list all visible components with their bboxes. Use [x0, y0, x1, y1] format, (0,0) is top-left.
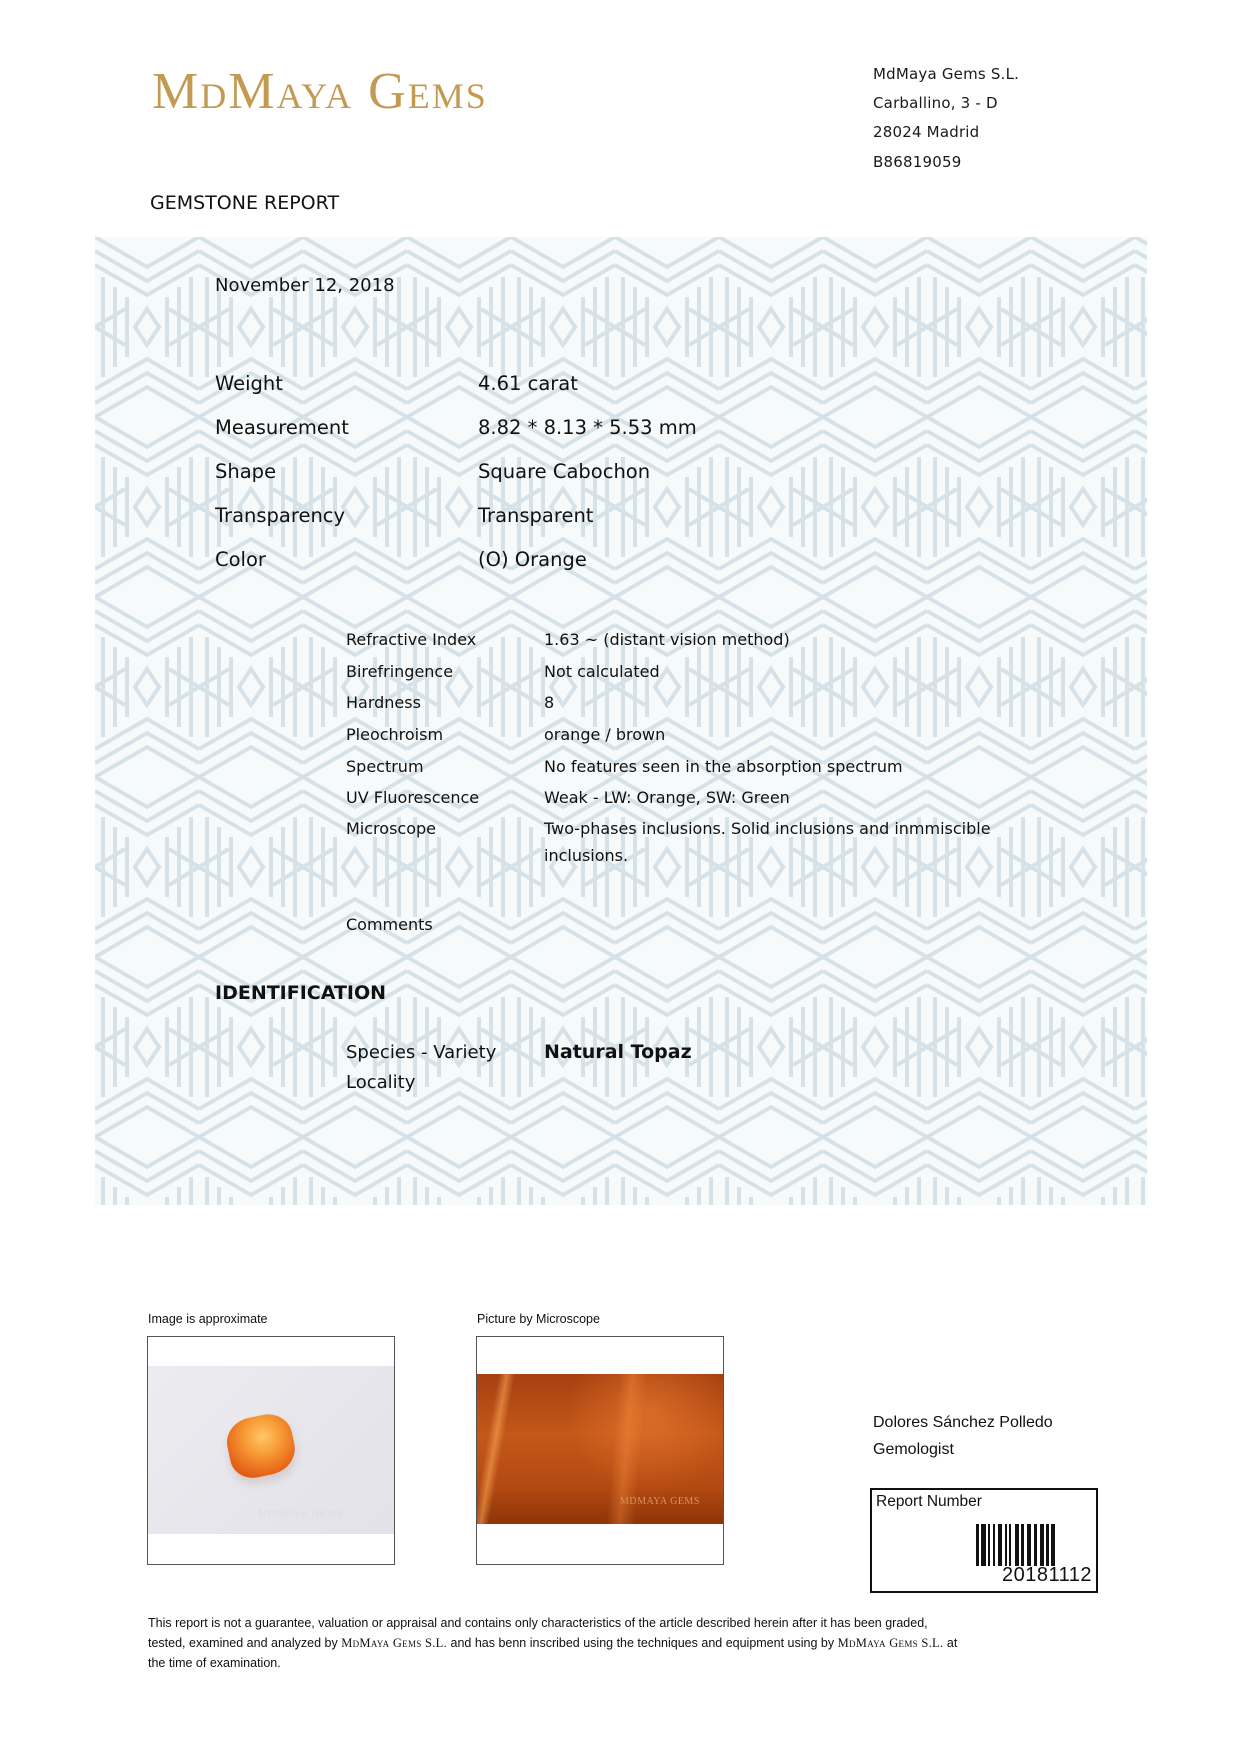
measurement-value: 8.82 * 8.13 * 5.53 mm [478, 416, 697, 439]
report-number-label: Report Number [876, 1493, 982, 1510]
microscope-label: Microscope [346, 819, 436, 838]
comments-label: Comments [346, 915, 433, 934]
disclaimer-line-3: the time of examination. [148, 1656, 281, 1670]
address-company: MdMaya Gems S.L. [873, 65, 1020, 83]
refractive-index-label: Refractive Index [346, 630, 477, 649]
pleochroism-label: Pleochroism [346, 725, 444, 744]
microscope-watermark: MDMAYA GEMS [620, 1496, 700, 1507]
gemstone-photo-frame [147, 1336, 395, 1565]
report-title: GEMSTONE REPORT [150, 192, 340, 214]
address-street: Carballino, 3 - D [873, 94, 998, 112]
barcode-icon [976, 1524, 1055, 1566]
gemologist-title: Gemologist [873, 1441, 954, 1458]
species-variety-label: Species - Variety [346, 1042, 497, 1063]
transparency-value: Transparent [478, 504, 594, 527]
report-number-value: 20181112 [1001, 1564, 1092, 1586]
disclaimer-line-1: This report is not a guarantee, valuation or appraisal and contains only characteristics of the article described herein after it has been graded, [148, 1616, 928, 1630]
disclaimer-text: at [943, 1636, 958, 1650]
shape-value: Square Cabochon [478, 460, 651, 483]
disclaimer-line-2 [148, 1636, 957, 1651]
microscope-value: Two-phases inclusions. Solid inclusions and inmmiscible [544, 819, 991, 838]
spectrum-label: Spectrum [346, 757, 424, 776]
birefringence-label: Birefringence [346, 662, 454, 681]
disclaimer-text: tested, examined and analyzed by [148, 1636, 342, 1650]
pleochroism-value: orange / brown [544, 725, 666, 744]
weight-value: 4.61 carat [478, 372, 578, 395]
transparency-label: Transparency [215, 504, 346, 527]
birefringence-value: Not calculated [544, 662, 660, 681]
species-variety-value: Natural Topaz [544, 1041, 692, 1063]
shape-label: Shape [215, 460, 277, 483]
disclaimer-text: and has benn inscribed using the techniques and equipment using by [447, 1636, 838, 1650]
uv-fluorescence-label: UV Fluorescence [346, 788, 480, 807]
identification-heading: IDENTIFICATION [215, 982, 387, 1004]
disclaimer-brand: MdMaya Gems S.L. [837, 1636, 944, 1650]
gemologist-name: Dolores Sánchez Polledo [873, 1414, 1053, 1431]
microscope-photo [477, 1374, 723, 1524]
image-caption-approximate: Image is approximate [148, 1312, 268, 1326]
microscope-value-continued: inclusions. [544, 846, 629, 865]
spectrum-value: No features seen in the absorption spectrum [544, 757, 903, 776]
microscope-photo-frame [476, 1336, 724, 1565]
uv-fluorescence-value: Weak - LW: Orange, SW: Green [544, 788, 790, 807]
report-number-box [870, 1488, 1098, 1593]
photo-watermark: MDMAYA GEMS [258, 1509, 344, 1520]
address-tax-id: B86819059 [873, 153, 962, 171]
locality-label: Locality [346, 1072, 416, 1093]
address-city: 28024 Madrid [873, 123, 980, 141]
gemstone-photo [148, 1366, 394, 1534]
image-caption-microscope: Picture by Microscope [477, 1312, 600, 1326]
color-label: Color [215, 548, 266, 571]
hardness-value: 8 [544, 693, 555, 712]
hardness-label: Hardness [346, 693, 421, 712]
gemstone-image [222, 1410, 299, 1482]
company-logo: MdMaya Gems [152, 63, 488, 120]
refractive-index-value: 1.63 ~ (distant vision method) [544, 630, 790, 649]
weight-label: Weight [215, 372, 283, 395]
report-date: November 12, 2018 [215, 275, 395, 296]
color-value: (O) Orange [478, 548, 587, 571]
disclaimer-brand: MdMaya Gems S.L. [341, 1636, 448, 1650]
measurement-label: Measurement [215, 416, 349, 439]
